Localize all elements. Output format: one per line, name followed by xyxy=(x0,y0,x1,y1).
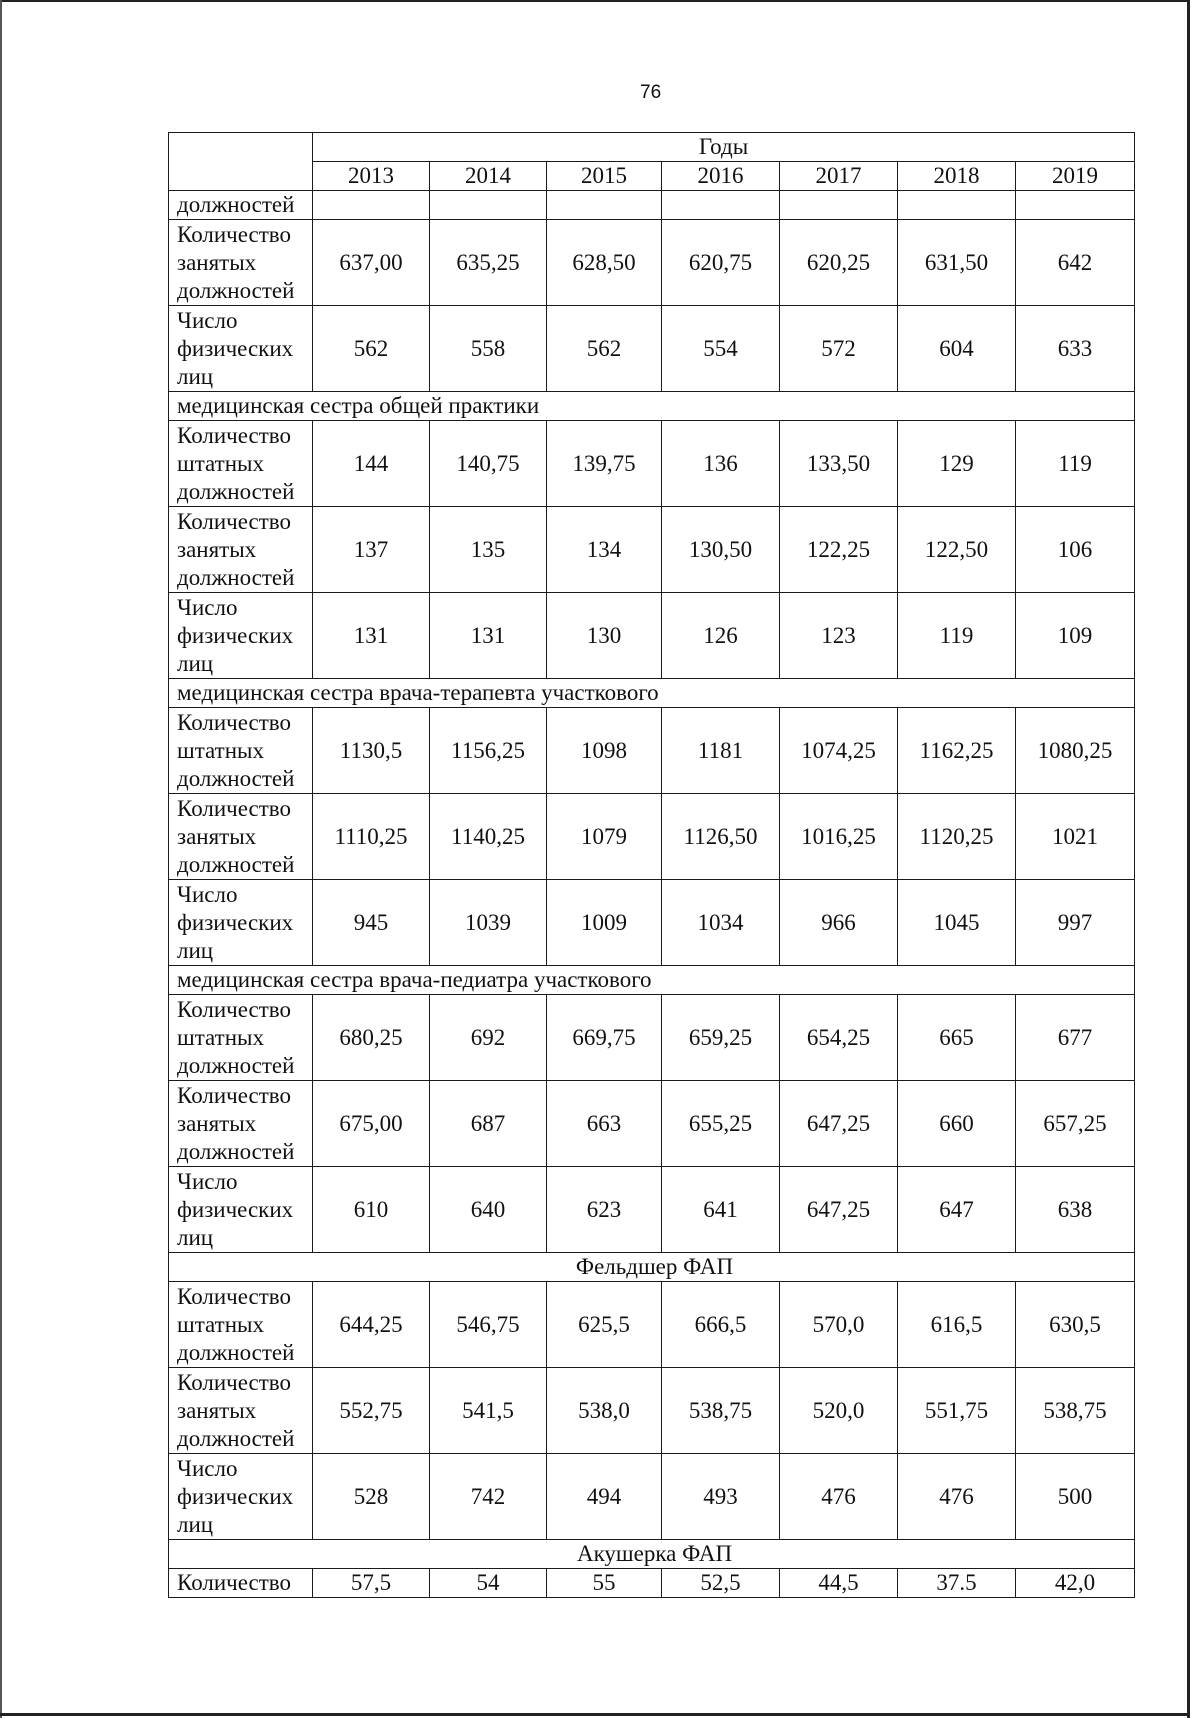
row-label-line: должностей xyxy=(177,1052,295,1078)
page-number: 76 xyxy=(640,82,662,103)
value-cell: 144 xyxy=(313,421,430,507)
page-border-top xyxy=(0,0,1190,2)
year-header: 2018 xyxy=(898,162,1016,191)
value-cell: 631,50 xyxy=(898,220,1016,306)
value-cell: 663 xyxy=(547,1081,662,1167)
section-header-row xyxy=(169,966,1135,995)
value-cell: 476 xyxy=(898,1454,1016,1540)
value-cell: 123 xyxy=(780,593,898,679)
year-header: 2017 xyxy=(780,162,898,191)
row-label-line: физических xyxy=(177,622,294,648)
value-cell: 551,75 xyxy=(898,1368,1016,1454)
row-label-line: Число xyxy=(177,307,238,333)
value-cell: 637,00 xyxy=(313,220,430,306)
value-cell: 546,75 xyxy=(430,1282,547,1368)
value-cell: 42,0 xyxy=(1016,1569,1135,1598)
row-label xyxy=(169,1569,313,1598)
row-label-line: Количество xyxy=(177,422,291,448)
value-cell: 130,50 xyxy=(662,507,780,593)
table-row xyxy=(169,880,1135,966)
value-cell: 1120,25 xyxy=(898,794,1016,880)
value-cell: 139,75 xyxy=(547,421,662,507)
row-label-line: Количество xyxy=(177,1283,291,1309)
table-row xyxy=(169,1282,1135,1368)
value-cell: 131 xyxy=(313,593,430,679)
value-cell: 44,5 xyxy=(780,1569,898,1598)
value-cell: 1034 xyxy=(662,880,780,966)
table-row xyxy=(169,794,1135,880)
table-row xyxy=(169,1167,1135,1253)
row-label-line: должностей xyxy=(177,851,295,877)
value-cell: 616,5 xyxy=(898,1282,1016,1368)
row-label xyxy=(169,708,313,794)
value-cell: 647 xyxy=(898,1167,1016,1253)
row-label-line: лиц xyxy=(177,1511,214,1537)
header-corner-cell xyxy=(169,133,313,191)
value-cell: 640 xyxy=(430,1167,547,1253)
row-label-line: занятых xyxy=(177,1397,257,1423)
page-border-right xyxy=(1187,0,1190,1718)
value-cell: 57,5 xyxy=(313,1569,430,1598)
row-label-line: физических xyxy=(177,1483,294,1509)
value-cell: 1126,50 xyxy=(662,794,780,880)
value-cell: 654,25 xyxy=(780,995,898,1081)
value-cell: 541,5 xyxy=(430,1368,547,1454)
table-row xyxy=(169,191,1135,220)
value-cell: 635,25 xyxy=(430,220,547,306)
value-cell: 1110,25 xyxy=(313,794,430,880)
value-cell: 554 xyxy=(662,306,780,392)
row-label xyxy=(169,593,313,679)
value-cell: 126 xyxy=(662,593,780,679)
value-cell: 562 xyxy=(313,306,430,392)
section-title: Фельдшер ФАП xyxy=(169,1253,1135,1282)
page-border-bottom xyxy=(0,1713,1190,1716)
value-cell: 966 xyxy=(780,880,898,966)
value-cell: 131 xyxy=(430,593,547,679)
row-label xyxy=(169,220,313,306)
year-header: 2013 xyxy=(313,162,430,191)
row-label: должностей xyxy=(169,191,313,220)
header-row-group xyxy=(169,133,1135,162)
section-title: Акушерка ФАП xyxy=(169,1540,1135,1569)
value-cell: 628,50 xyxy=(547,220,662,306)
row-label xyxy=(169,1282,313,1368)
years-group-header: Годы xyxy=(313,133,1135,162)
row-label-line: Количество xyxy=(177,1082,291,1108)
value-cell: 538,75 xyxy=(1016,1368,1135,1454)
page-border-left xyxy=(0,0,2,1718)
row-label-line: Количество xyxy=(177,709,291,735)
value-cell: 1140,25 xyxy=(430,794,547,880)
value-cell: 137 xyxy=(313,507,430,593)
table-row xyxy=(169,1454,1135,1540)
value-cell xyxy=(662,191,780,220)
value-cell xyxy=(898,191,1016,220)
row-label-line: Количество xyxy=(177,996,291,1022)
value-cell: 129 xyxy=(898,421,1016,507)
value-cell: 630,5 xyxy=(1016,1282,1135,1368)
section-header-row xyxy=(169,1540,1135,1569)
row-label-line: Число xyxy=(177,594,238,620)
value-cell: 133,50 xyxy=(780,421,898,507)
value-cell: 1009 xyxy=(547,880,662,966)
staffing-table xyxy=(168,132,1135,1598)
value-cell: 558 xyxy=(430,306,547,392)
value-cell: 638 xyxy=(1016,1167,1135,1253)
value-cell xyxy=(313,191,430,220)
row-label xyxy=(169,306,313,392)
row-label-line: Количество xyxy=(177,1369,291,1395)
row-label-line: занятых xyxy=(177,823,257,849)
row-label-line: физических xyxy=(177,1196,294,1222)
value-cell: 520,0 xyxy=(780,1368,898,1454)
value-cell: 1021 xyxy=(1016,794,1135,880)
row-label-line: Количество xyxy=(177,1570,291,1595)
value-cell: 945 xyxy=(313,880,430,966)
value-cell: 1045 xyxy=(898,880,1016,966)
row-label-line: Количество xyxy=(177,795,291,821)
table-row xyxy=(169,306,1135,392)
value-cell: 633 xyxy=(1016,306,1135,392)
value-cell: 1098 xyxy=(547,708,662,794)
value-cell: 641 xyxy=(662,1167,780,1253)
row-label-line: должностей xyxy=(177,765,295,791)
row-label-line: лиц xyxy=(177,1224,214,1250)
section-title: медицинская сестра общей практики xyxy=(169,392,1135,421)
value-cell: 675,00 xyxy=(313,1081,430,1167)
value-cell: 119 xyxy=(1016,421,1135,507)
row-label xyxy=(169,794,313,880)
value-cell: 1156,25 xyxy=(430,708,547,794)
year-header: 2014 xyxy=(430,162,547,191)
value-cell: 1079 xyxy=(547,794,662,880)
value-cell: 647,25 xyxy=(780,1081,898,1167)
value-cell: 665 xyxy=(898,995,1016,1081)
value-cell: 742 xyxy=(430,1454,547,1540)
value-cell: 647,25 xyxy=(780,1167,898,1253)
row-label-line: занятых xyxy=(177,1110,257,1136)
value-cell: 623 xyxy=(547,1167,662,1253)
row-label-line: Число xyxy=(177,1455,238,1481)
value-cell: 109 xyxy=(1016,593,1135,679)
value-cell: 660 xyxy=(898,1081,1016,1167)
value-cell: 669,75 xyxy=(547,995,662,1081)
row-label xyxy=(169,507,313,593)
row-label-line: штатных xyxy=(177,1024,264,1050)
value-cell: 1130,5 xyxy=(313,708,430,794)
table-row xyxy=(169,421,1135,507)
value-cell: 572 xyxy=(780,306,898,392)
value-cell: 620,25 xyxy=(780,220,898,306)
row-label-line: физических xyxy=(177,335,294,361)
value-cell xyxy=(780,191,898,220)
value-cell: 134 xyxy=(547,507,662,593)
section-header-row xyxy=(169,1253,1135,1282)
value-cell: 625,5 xyxy=(547,1282,662,1368)
value-cell: 1080,25 xyxy=(1016,708,1135,794)
value-cell: 687 xyxy=(430,1081,547,1167)
year-header: 2015 xyxy=(547,162,662,191)
value-cell: 122,25 xyxy=(780,507,898,593)
row-label-line: лиц xyxy=(177,937,214,963)
value-cell: 1074,25 xyxy=(780,708,898,794)
table-row xyxy=(169,1569,1135,1598)
value-cell: 476 xyxy=(780,1454,898,1540)
value-cell: 130 xyxy=(547,593,662,679)
row-label xyxy=(169,1081,313,1167)
row-label-line: штатных xyxy=(177,737,264,763)
row-label xyxy=(169,880,313,966)
value-cell: 677 xyxy=(1016,995,1135,1081)
table-row xyxy=(169,593,1135,679)
value-cell: 570,0 xyxy=(780,1282,898,1368)
value-cell: 500 xyxy=(1016,1454,1135,1540)
row-label-line: штатных xyxy=(177,450,264,476)
table-row xyxy=(169,1081,1135,1167)
value-cell: 528 xyxy=(313,1454,430,1540)
value-cell: 54 xyxy=(430,1569,547,1598)
value-cell: 692 xyxy=(430,995,547,1081)
row-label xyxy=(169,1454,313,1540)
value-cell: 657,25 xyxy=(1016,1081,1135,1167)
row-label-line: должностей xyxy=(177,564,295,590)
row-label-line: должностей xyxy=(177,1138,295,1164)
value-cell: 106 xyxy=(1016,507,1135,593)
section-title: медицинская сестра врача-педиатра участкового xyxy=(169,966,1135,995)
value-cell: 37.5 xyxy=(898,1569,1016,1598)
row-label-line: физических xyxy=(177,909,294,935)
row-label-line: Число xyxy=(177,1168,238,1194)
value-cell: 666,5 xyxy=(662,1282,780,1368)
row-label-line: Количество xyxy=(177,221,291,247)
value-cell: 494 xyxy=(547,1454,662,1540)
value-cell: 552,75 xyxy=(313,1368,430,1454)
value-cell: 1016,25 xyxy=(780,794,898,880)
row-label xyxy=(169,421,313,507)
value-cell: 135 xyxy=(430,507,547,593)
value-cell: 52,5 xyxy=(662,1569,780,1598)
value-cell: 620,75 xyxy=(662,220,780,306)
table-row xyxy=(169,1368,1135,1454)
value-cell: 659,25 xyxy=(662,995,780,1081)
row-label-line: должностей xyxy=(177,1425,295,1451)
row-label-line: Число xyxy=(177,881,238,907)
value-cell xyxy=(430,191,547,220)
table-row xyxy=(169,507,1135,593)
row-label-line: штатных xyxy=(177,1311,264,1337)
year-header: 2019 xyxy=(1016,162,1135,191)
table-row xyxy=(169,708,1135,794)
row-label-line: должностей xyxy=(177,277,295,303)
row-label-line: Количество xyxy=(177,508,291,534)
row-label xyxy=(169,1368,313,1454)
row-label-line: должностей xyxy=(177,1339,295,1365)
value-cell: 604 xyxy=(898,306,1016,392)
value-cell: 655,25 xyxy=(662,1081,780,1167)
section-header-row xyxy=(169,679,1135,708)
value-cell: 642 xyxy=(1016,220,1135,306)
value-cell: 562 xyxy=(547,306,662,392)
value-cell: 644,25 xyxy=(313,1282,430,1368)
value-cell: 538,75 xyxy=(662,1368,780,1454)
section-title: медицинская сестра врача-терапевта участкового xyxy=(169,679,1135,708)
header-row-years xyxy=(169,162,1135,191)
table-row xyxy=(169,995,1135,1081)
value-cell xyxy=(1016,191,1135,220)
value-cell: 1162,25 xyxy=(898,708,1016,794)
value-cell: 493 xyxy=(662,1454,780,1540)
row-label-line: лиц xyxy=(177,363,214,389)
value-cell: 136 xyxy=(662,421,780,507)
year-header: 2016 xyxy=(662,162,780,191)
value-cell: 119 xyxy=(898,593,1016,679)
value-cell: 1181 xyxy=(662,708,780,794)
value-cell: 610 xyxy=(313,1167,430,1253)
row-label-line: лиц xyxy=(177,650,214,676)
value-cell: 55 xyxy=(547,1569,662,1598)
row-label-line: должностей xyxy=(177,478,295,504)
value-cell: 997 xyxy=(1016,880,1135,966)
row-label xyxy=(169,995,313,1081)
row-label-line: занятых xyxy=(177,536,257,562)
row-label-line: занятых xyxy=(177,249,257,275)
table-row xyxy=(169,220,1135,306)
table-body xyxy=(169,133,1135,1598)
value-cell: 538,0 xyxy=(547,1368,662,1454)
section-header-row xyxy=(169,392,1135,421)
value-cell: 140,75 xyxy=(430,421,547,507)
value-cell: 122,50 xyxy=(898,507,1016,593)
value-cell xyxy=(547,191,662,220)
row-label xyxy=(169,1167,313,1253)
value-cell: 1039 xyxy=(430,880,547,966)
value-cell: 680,25 xyxy=(313,995,430,1081)
